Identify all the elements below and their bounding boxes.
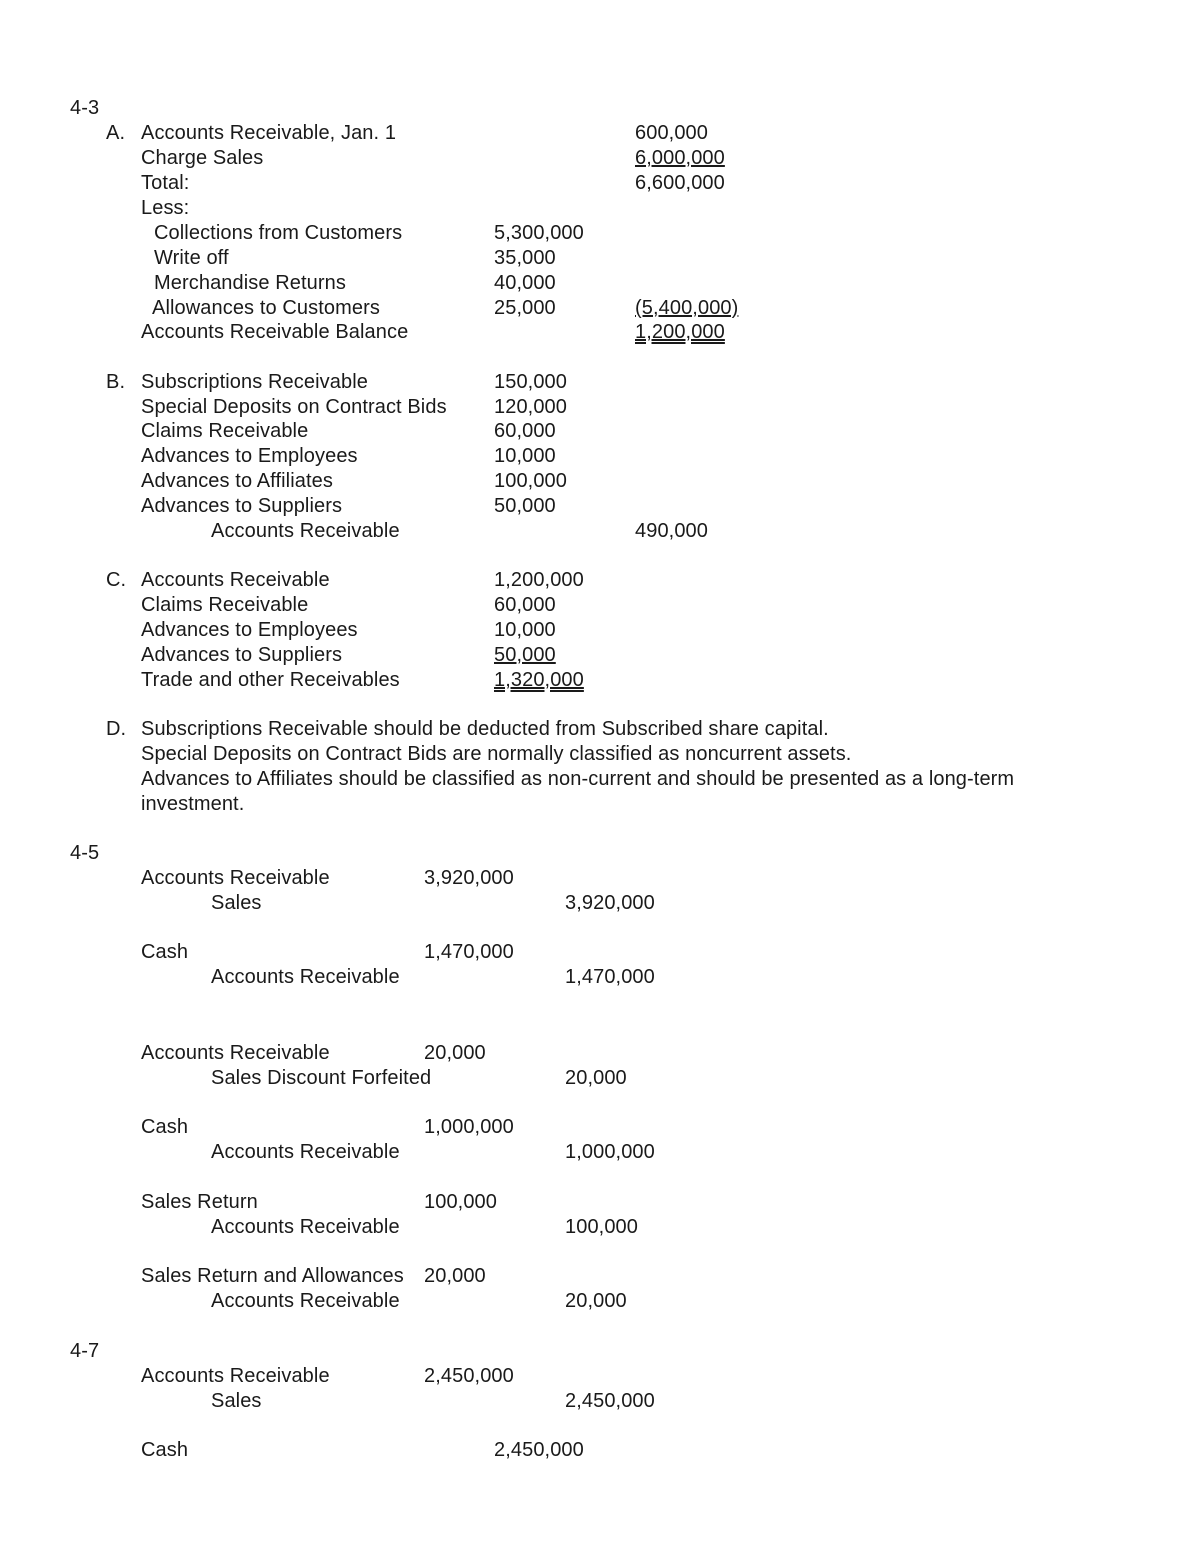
c-row-label: Advances to Employees: [141, 619, 358, 641]
total-label: Total:: [141, 172, 190, 194]
entry-credit-amount: 20,000: [565, 1067, 627, 1089]
less-label: Less:: [141, 197, 190, 219]
c-total-label: Trade and other Receivables: [141, 669, 400, 691]
entry-debit-account: Accounts Receivable: [141, 1365, 330, 1387]
d-note-line: Special Deposits on Contract Bids are normally classified as noncurrent assets.: [141, 743, 852, 765]
b-row-value: 150,000: [494, 371, 567, 393]
entry-credit-account: Accounts Receivable: [211, 1290, 400, 1312]
collections-value: 5,300,000: [494, 222, 584, 244]
d-note-line: Subscriptions Receivable should be deducted from Subscribed share capital.: [141, 718, 829, 740]
entry-debit-amount: 100,000: [424, 1191, 497, 1213]
entry-debit-account: Sales Return: [141, 1191, 258, 1213]
entry-debit-account: Sales Return and Allowances: [141, 1265, 404, 1287]
ar-jan-label: Accounts Receivable, Jan. 1: [141, 122, 397, 144]
ar-balance-label: Accounts Receivable Balance: [141, 321, 409, 343]
c-row-label: Advances to Suppliers: [141, 644, 343, 666]
b-row-value: 50,000: [494, 495, 556, 517]
c-row-label: Claims Receivable: [141, 594, 309, 616]
entry-credit-account: Sales: [211, 892, 262, 914]
entry-credit-amount: 100,000: [565, 1216, 638, 1238]
charge-sales-label: Charge Sales: [141, 147, 264, 169]
entry-debit-amount: 2,450,000: [424, 1365, 514, 1387]
b-row-label: Special Deposits on Contract Bids: [141, 396, 447, 418]
entry-credit-amount: 1,000,000: [565, 1141, 655, 1163]
part-b-marker: B.: [106, 371, 126, 393]
entry-debit-amount: 20,000: [424, 1265, 486, 1287]
cash-value: 2,450,000: [494, 1439, 584, 1461]
entry-debit-amount: 20,000: [424, 1042, 486, 1064]
charge-sales-value: 6,000,000: [635, 147, 725, 169]
part-c-marker: C.: [106, 569, 127, 591]
c-row-value: 60,000: [494, 594, 556, 616]
b-row-value: 60,000: [494, 420, 556, 442]
entry-credit-amount: 20,000: [565, 1290, 627, 1312]
allowances-value: 25,000: [494, 297, 556, 319]
section-label-4-5: 4-5: [70, 842, 100, 864]
ar-balance-value: 1,200,000: [635, 321, 725, 343]
b-row-value: 100,000: [494, 470, 567, 492]
d-note-line: Advances to Affiliates should be classified as non-current and should be presented as a long-term: [141, 768, 1015, 790]
b-row-value: 10,000: [494, 445, 556, 467]
entry-debit-account: Cash: [141, 941, 189, 963]
part-d-marker: D.: [106, 718, 127, 740]
c-total-value: 1,320,000: [494, 669, 584, 691]
entry-debit-account: Accounts Receivable: [141, 1042, 330, 1064]
entry-credit-account: Accounts Receivable: [211, 1216, 400, 1238]
b-row-label: Claims Receivable: [141, 420, 309, 442]
c-row-value: 50,000: [494, 644, 556, 666]
b-row-value: 120,000: [494, 396, 567, 418]
entry-debit-amount: 3,920,000: [424, 867, 514, 889]
entry-credit-amount: 1,470,000: [565, 966, 655, 988]
section-label-4-7: 4-7: [70, 1340, 100, 1362]
b-row-label: Subscriptions Receivable: [141, 371, 368, 393]
merch-returns-value: 40,000: [494, 272, 556, 294]
section-label-4-3: 4-3: [70, 97, 100, 119]
b-row-label: Advances to Affiliates: [141, 470, 333, 492]
part-a-marker: A.: [106, 122, 126, 144]
entry-credit-account: Sales Discount Forfeited: [211, 1067, 432, 1089]
collections-label: Collections from Customers: [154, 222, 403, 244]
entry-credit-account: Sales: [211, 1390, 262, 1412]
c-row-value: 1,200,000: [494, 569, 584, 591]
entry-debit-account: Cash: [141, 1116, 189, 1138]
entry-debit-account: Accounts Receivable: [141, 867, 330, 889]
entry-credit-amount: 2,450,000: [565, 1390, 655, 1412]
allowances-label: Allowances to Customers: [152, 297, 380, 319]
d-note-line: investment.: [141, 793, 245, 815]
cash-label: Cash: [141, 1439, 189, 1461]
total-value: 6,600,000: [635, 172, 725, 194]
c-row-value: 10,000: [494, 619, 556, 641]
write-off-value: 35,000: [494, 247, 556, 269]
entry-credit-amount: 3,920,000: [565, 892, 655, 914]
write-off-label: Write off: [154, 247, 229, 269]
entry-credit-account: Accounts Receivable: [211, 966, 400, 988]
b-credit-label: Accounts Receivable: [211, 520, 400, 542]
less-total-value: (5,400,000): [635, 297, 739, 319]
c-row-label: Accounts Receivable: [141, 569, 330, 591]
b-row-label: Advances to Employees: [141, 445, 358, 467]
ar-jan-value: 600,000: [635, 122, 708, 144]
b-row-label: Advances to Suppliers: [141, 495, 343, 517]
merch-returns-label: Merchandise Returns: [154, 272, 346, 294]
entry-debit-amount: 1,000,000: [424, 1116, 514, 1138]
entry-debit-amount: 1,470,000: [424, 941, 514, 963]
entry-credit-account: Accounts Receivable: [211, 1141, 400, 1163]
b-credit-value: 490,000: [635, 520, 708, 542]
